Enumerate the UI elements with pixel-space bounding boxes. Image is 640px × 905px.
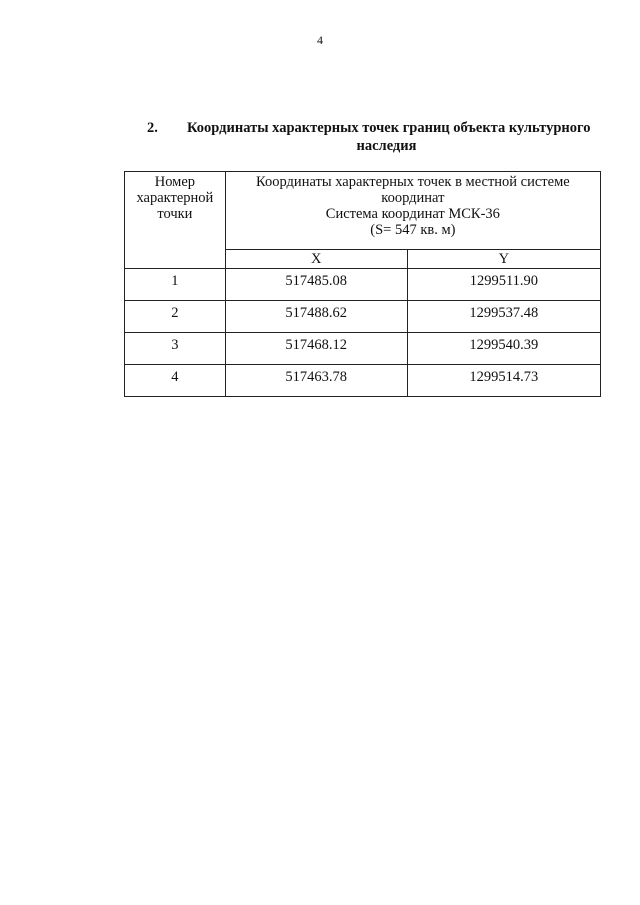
- page-number: 4: [317, 33, 323, 47]
- cell-y: 1299537.48: [407, 301, 600, 333]
- header-y: Y: [407, 250, 600, 269]
- cell-point-number: 4: [125, 365, 226, 397]
- cell-x: 517488.62: [225, 301, 407, 333]
- header-coordinate-system-line: Система координат МСК-36: [325, 206, 500, 222]
- cell-x: 517468.12: [225, 333, 407, 365]
- header-coordinate-system: [225, 172, 600, 250]
- cell-point-number: 2: [125, 301, 226, 333]
- header-coordinate-system-line: координат: [381, 190, 445, 206]
- cell-point-number: 3: [125, 333, 226, 365]
- table-row: [125, 301, 601, 333]
- cell-y: 1299514.73: [407, 365, 600, 397]
- cell-y: 1299540.39: [407, 333, 600, 365]
- section-number: 2.: [147, 120, 158, 136]
- cell-x: 517485.08: [225, 269, 407, 301]
- header-point-number-line: Номер: [154, 174, 196, 190]
- section-title-continuation: наследия: [356, 138, 417, 154]
- table-row: [125, 333, 601, 365]
- cell-point-number: 1: [125, 269, 226, 301]
- header-x: X: [225, 250, 407, 269]
- section-heading: [125, 119, 603, 155]
- cell-x: 517463.78: [225, 365, 407, 397]
- table-row: [125, 269, 601, 301]
- header-coordinate-system-line: Координаты характерных точек в местной системе: [256, 174, 570, 190]
- header-point-number-line: точки: [157, 206, 193, 222]
- header-coordinate-system-line: (S= 547 кв. м): [370, 222, 456, 238]
- table-row: [125, 365, 601, 397]
- section-title: Координаты характерных точек границ объекта культурного: [187, 120, 591, 136]
- cell-y: 1299511.90: [407, 269, 600, 301]
- header-point-number: [125, 172, 226, 269]
- section-heading-line1: [125, 119, 603, 137]
- header-point-number-line: характерной: [136, 190, 214, 206]
- coordinates-table: [124, 171, 601, 397]
- table-header-row: [125, 172, 601, 250]
